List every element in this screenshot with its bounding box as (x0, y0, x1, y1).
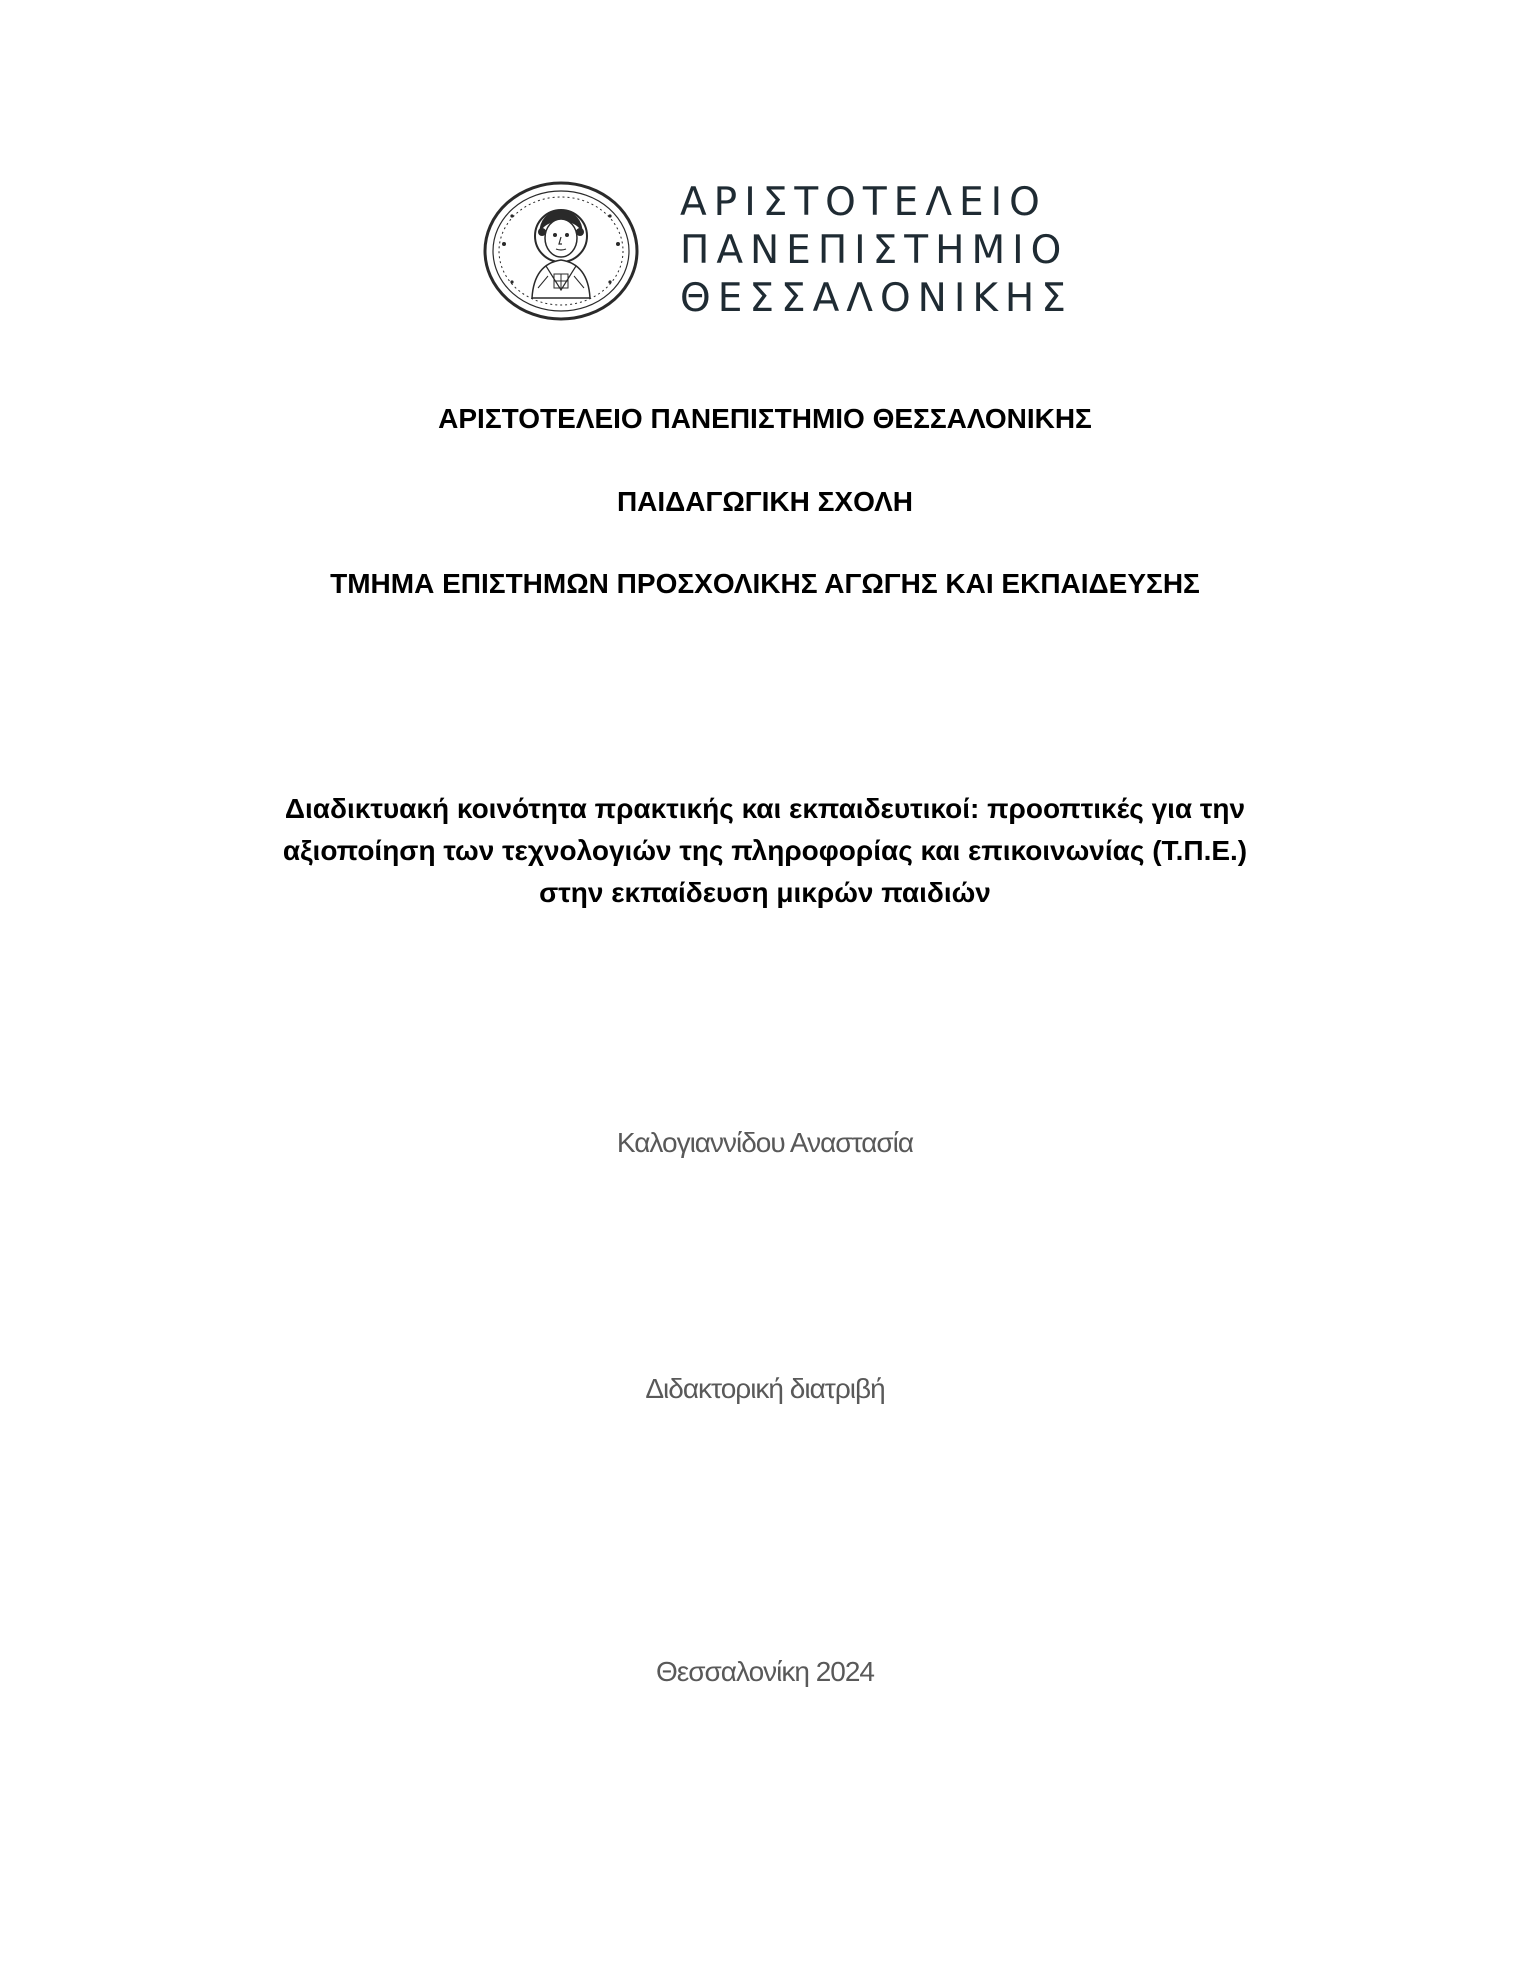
school-name: ΠΑΙΔΑΓΩΓΙΚΗ ΣΧΟΛΗ (616, 486, 914, 517)
thesis-title (0, 788, 1530, 914)
university-seal-icon (482, 180, 640, 322)
thesis-title-line-1: Διαδικτυακή κοινότητα πρακτικής και εκπαιδευτικοί: προοπτικές για την (284, 793, 1246, 824)
university-name: ΑΡΙΣΤΟΤΕΛΕΙΟ ΠΑΝΕΠΙΣΤΗΜΙΟ ΘΕΣΣΑΛΟΝΙΚΗΣ (438, 403, 1092, 434)
logo-wordmark (680, 182, 1073, 320)
logo-line-3: ΘΕΣΣΑΛΟΝΙΚΗΣ (680, 276, 1073, 321)
logo-line-1: ΑΡΙΣΤΟΤΕΛΕΙΟ (680, 180, 1047, 225)
logo-line-2: ΠΑΝΕΠΙΣΤΗΜΙΟ (680, 228, 1069, 273)
document-type: Διδακτορική διατριβή (645, 1373, 885, 1404)
thesis-title-line-3: στην εκπαίδευση μικρών παιδιών (539, 877, 991, 908)
author-name: Καλογιαννίδου Αναστασία (616, 1127, 914, 1158)
thesis-title-line-2: αξιοποίηση των τεχνολογιών της πληροφορίας και επικοινωνίας (Τ.Π.Ε.) (282, 835, 1248, 866)
place-and-year: Θεσσαλονίκη 2024 (655, 1656, 875, 1687)
university-logo (482, 180, 1073, 322)
department-name: ΤΜΗΜΑ ΕΠΙΣΤΗΜΩΝ ΠΡΟΣΧΟΛΙΚΗΣ ΑΓΩΓΗΣ ΚΑΙ ΕΚΠΑΙΔΕΥΣΗΣ (330, 568, 1200, 599)
